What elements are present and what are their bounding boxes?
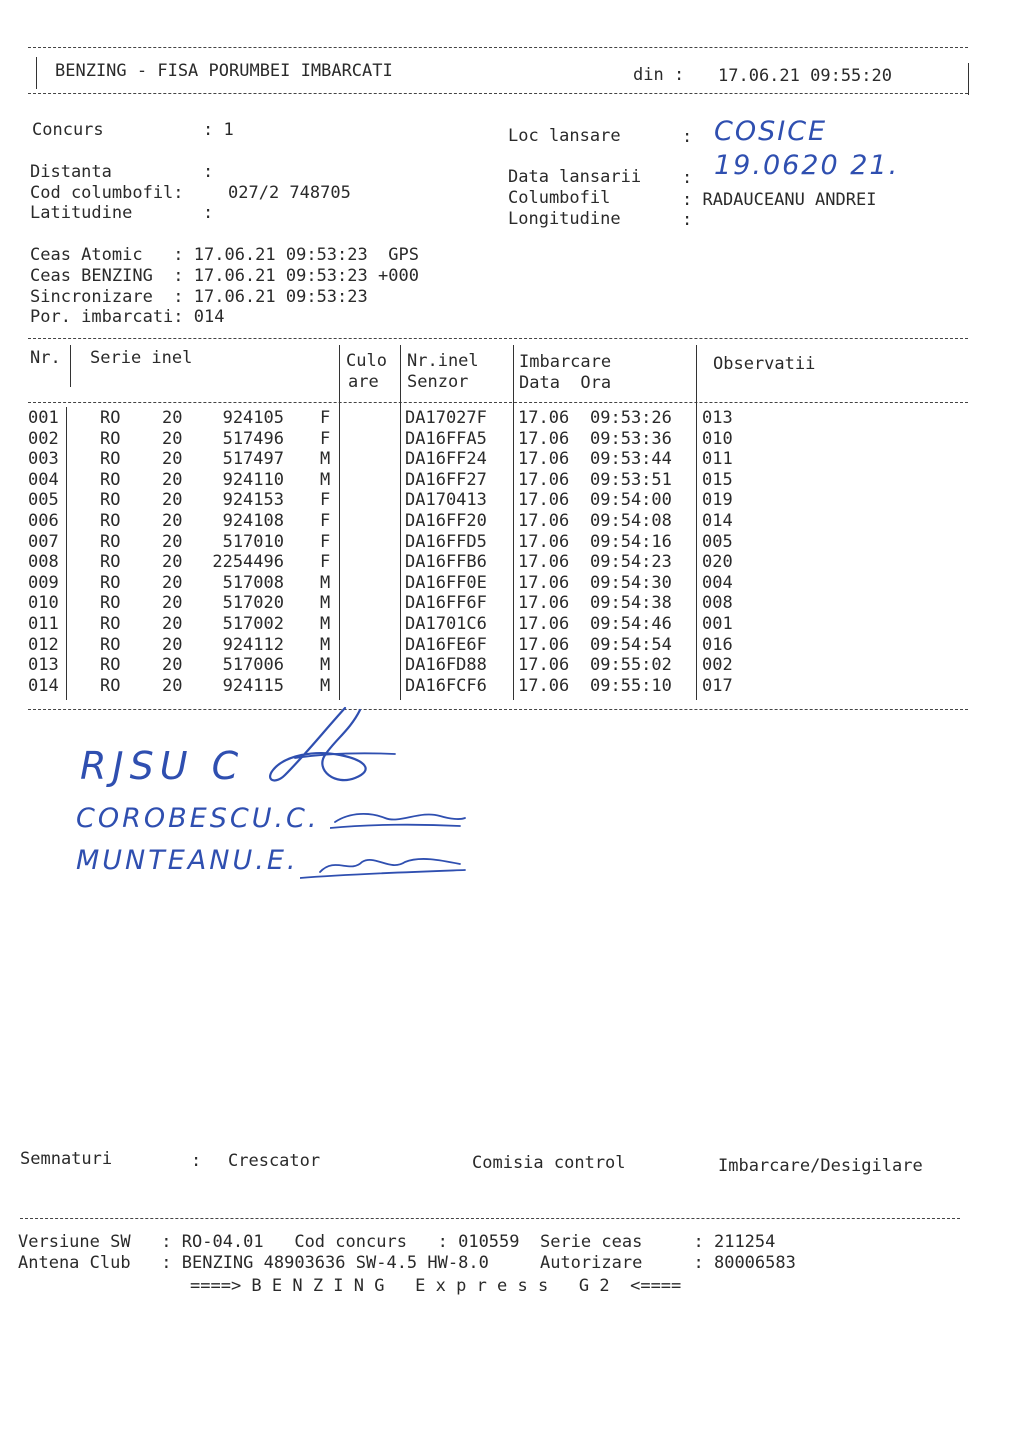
- cell-obs: 020: [702, 552, 733, 573]
- table-row: [0, 552, 1024, 572]
- cod-columbofil-label: Cod columbofil:: [30, 183, 184, 203]
- cell-sensor: DA16FF27: [405, 469, 487, 490]
- cell-country: RO: [100, 469, 121, 490]
- table-row: [0, 408, 1024, 428]
- cell-sex: M: [320, 614, 331, 634]
- cell-ring: 517010: [222, 531, 284, 552]
- cell-obs: 002: [702, 655, 733, 676]
- cell-obs: 015: [702, 469, 733, 490]
- table-col-divider: [70, 345, 71, 387]
- cell-time: 09:53:44: [590, 449, 672, 470]
- cell-nr: 006: [28, 511, 59, 531]
- cell-ring: 924153: [222, 490, 284, 511]
- cell-ring: 517497: [222, 449, 284, 470]
- cell-sensor: DA16FF6F: [405, 593, 487, 614]
- cell-nr: 007: [28, 531, 59, 552]
- cell-date: 17.06: [518, 572, 570, 593]
- col-header-imbarcare-2: Data Ora: [519, 373, 612, 393]
- cell-year: 20: [162, 408, 183, 428]
- cell-year: 20: [162, 552, 183, 573]
- cell-sensor: DA16FFB6: [405, 552, 487, 573]
- cell-year: 20: [162, 572, 183, 593]
- loc-lansare-label: Loc lansare: [508, 126, 621, 146]
- col-header-nrinel-1: Nr.inel: [407, 351, 479, 371]
- cell-time: 09:53:51: [590, 469, 672, 490]
- table-row: [0, 429, 1024, 449]
- header-left-border: [36, 57, 37, 89]
- cell-nr: 005: [28, 490, 59, 511]
- cell-time: 09:54:08: [590, 511, 672, 531]
- longitudine-value: :: [682, 210, 693, 230]
- cell-time: 09:54:16: [590, 531, 672, 552]
- ceas-atomic-line: Ceas Atomic : 17.06.21 09:53:23 GPS: [30, 245, 419, 265]
- cell-obs: 001: [702, 614, 733, 634]
- col-header-imbarcare-1: Imbarcare: [519, 352, 612, 372]
- table-row: [0, 573, 1024, 593]
- cell-year: 20: [162, 675, 183, 696]
- cell-year: 20: [162, 593, 183, 614]
- cell-sensor: DA16FF20: [405, 511, 487, 531]
- header-top-rule: [28, 47, 968, 48]
- cell-country: RO: [100, 490, 121, 511]
- cell-sex: F: [320, 511, 331, 531]
- col-header-observatii: Observatii: [713, 354, 816, 374]
- printed-datetime: 17.06.21 09:55:20: [718, 66, 892, 86]
- cell-time: 09:54:30: [590, 572, 672, 593]
- distanta-value: :: [203, 162, 214, 182]
- cell-year: 20: [162, 469, 183, 490]
- cell-year: 20: [162, 428, 183, 449]
- cell-date: 17.06: [518, 531, 570, 552]
- table-row: [0, 490, 1024, 510]
- cell-year: 20: [162, 634, 183, 655]
- cell-country: RO: [100, 593, 121, 614]
- cell-obs: 004: [702, 572, 733, 593]
- cell-year: 20: [162, 449, 183, 470]
- cell-obs: 016: [702, 634, 733, 655]
- handwritten-name-2: COROBESCU.C.: [76, 803, 320, 834]
- cell-date: 17.06: [518, 655, 570, 676]
- footer-version-line: Versiune SW : RO-04.01 Cod concurs : 010559 Serie ceas : 211254: [18, 1232, 776, 1252]
- cell-date: 17.06: [518, 675, 570, 696]
- cell-time: 09:53:26: [590, 408, 672, 428]
- cell-obs: 013: [702, 408, 733, 428]
- cell-date: 17.06: [518, 428, 570, 449]
- columbofil-label: Columbofil: [508, 188, 611, 208]
- cell-date: 17.06: [518, 593, 570, 614]
- cell-sensor: DA170413: [405, 490, 487, 511]
- cell-year: 20: [162, 490, 183, 511]
- cell-ring: 2254496: [212, 552, 284, 573]
- concurs-label: Concurs: [32, 120, 104, 140]
- handwritten-scribble-2: [300, 850, 470, 884]
- table-row: [0, 635, 1024, 655]
- table-row: [0, 614, 1024, 634]
- col-header-culoare-2: are: [348, 372, 379, 392]
- cell-time: 09:54:46: [590, 614, 672, 634]
- latitudine-label: Latitudine: [30, 203, 133, 223]
- data-lansarii-label: Data lansarii: [508, 167, 642, 187]
- cell-sensor: DA16FF24: [405, 449, 487, 470]
- cell-year: 20: [162, 531, 183, 552]
- data-lansarii-sep: :: [682, 168, 693, 188]
- cell-ring: 517496: [222, 428, 284, 449]
- cell-obs: 019: [702, 490, 733, 511]
- cell-sex: M: [320, 469, 331, 490]
- document-title: BENZING - FISA PORUMBEI IMBARCATI: [55, 61, 393, 81]
- cell-sex: M: [320, 634, 331, 655]
- crescator-label: Crescator: [228, 1151, 321, 1171]
- table-row: [0, 470, 1024, 490]
- cell-date: 17.06: [518, 552, 570, 573]
- cell-time: 09:55:02: [590, 655, 672, 676]
- cell-obs: 011: [702, 449, 733, 470]
- ceas-benzing-line: Ceas BENZING : 17.06.21 09:53:23 +000: [30, 266, 419, 286]
- cell-ring: 924108: [222, 511, 284, 531]
- cell-nr: 013: [28, 655, 59, 676]
- cell-sensor: DA16FCF6: [405, 675, 487, 696]
- cell-nr: 014: [28, 675, 59, 696]
- cell-sensor: DA16FFD5: [405, 531, 487, 552]
- cell-nr: 009: [28, 572, 59, 593]
- cell-ring: 517002: [222, 614, 284, 634]
- cell-sex: F: [320, 490, 331, 511]
- cell-nr: 001: [28, 408, 59, 428]
- header-right-border: [968, 63, 969, 95]
- loc-lansare-sep: :: [682, 127, 693, 147]
- cell-date: 17.06: [518, 614, 570, 634]
- cell-country: RO: [100, 675, 121, 696]
- distanta-label: Distanta: [30, 162, 112, 182]
- cell-time: 09:54:38: [590, 593, 672, 614]
- table-row: [0, 532, 1024, 552]
- cell-sensor: DA17027F: [405, 408, 487, 428]
- cell-sex: M: [320, 449, 331, 470]
- cell-country: RO: [100, 531, 121, 552]
- cell-ring: 517006: [222, 655, 284, 676]
- cell-nr: 011: [28, 614, 59, 634]
- header-bottom-rule: [28, 93, 968, 94]
- latitudine-value: :: [203, 203, 214, 223]
- cell-country: RO: [100, 634, 121, 655]
- cell-nr: 002: [28, 428, 59, 449]
- table-bottom-rule: [28, 709, 968, 710]
- cell-sensor: DA16FE6F: [405, 634, 487, 655]
- concurs-value: : 1: [203, 120, 234, 140]
- cell-nr: 012: [28, 634, 59, 655]
- cell-country: RO: [100, 552, 121, 573]
- cell-ring: 924112: [222, 634, 284, 655]
- loc-lansare-handwritten: COSICE: [714, 116, 828, 147]
- footer-antenna-line: Antena Club : BENZING 48903636 SW-4.5 HW-8.0 Autorizare : 80006583: [18, 1253, 796, 1273]
- cell-nr: 003: [28, 449, 59, 470]
- cell-nr: 004: [28, 469, 59, 490]
- table-top-rule: [28, 338, 968, 339]
- cell-sensor: DA1701C6: [405, 614, 487, 634]
- cell-country: RO: [100, 428, 121, 449]
- cell-country: RO: [100, 511, 121, 531]
- handwritten-name-3: MUNTEANU.E.: [76, 845, 299, 876]
- cell-time: 09:53:36: [590, 428, 672, 449]
- table-row: [0, 593, 1024, 613]
- cell-date: 17.06: [518, 449, 570, 470]
- sincronizare-line: Sincronizare : 17.06.21 09:53:23: [30, 287, 368, 307]
- cell-nr: 010: [28, 593, 59, 614]
- imbarcare-desigilare-label: Imbarcare/Desigilare: [718, 1156, 923, 1176]
- comisia-control-label: Comisia control: [472, 1153, 626, 1173]
- din-label: din :: [633, 65, 685, 85]
- table-header-rule: [28, 402, 968, 403]
- cell-date: 17.06: [518, 490, 570, 511]
- cell-obs: 010: [702, 428, 733, 449]
- cell-ring: 517020: [222, 593, 284, 614]
- cell-date: 17.06: [518, 469, 570, 490]
- semnaturi-sep: :: [191, 1151, 202, 1171]
- cell-ring: 924115: [222, 675, 284, 696]
- table-row: [0, 676, 1024, 696]
- cell-nr: 008: [28, 552, 59, 573]
- footer-rule: [20, 1218, 960, 1219]
- handwritten-signature-mark: [255, 700, 405, 795]
- cell-country: RO: [100, 614, 121, 634]
- cell-obs: 005: [702, 531, 733, 552]
- handwritten-scribble-1: [330, 804, 470, 834]
- table-row: [0, 449, 1024, 469]
- columbofil-value: : RADAUCEANU ANDREI: [682, 190, 877, 210]
- cell-sex: M: [320, 593, 331, 614]
- cell-year: 20: [162, 655, 183, 676]
- porumbei-imbarcati-line: Por. imbarcati: 014: [30, 307, 225, 327]
- cell-time: 09:55:10: [590, 675, 672, 696]
- cell-sex: F: [320, 408, 331, 428]
- cell-sex: M: [320, 675, 331, 696]
- semnaturi-label: Semnaturi: [20, 1149, 113, 1169]
- table-row: [0, 655, 1024, 675]
- cell-date: 17.06: [518, 408, 570, 428]
- handwritten-name-1: RJSU C: [80, 744, 245, 788]
- cell-year: 20: [162, 511, 183, 531]
- cell-sensor: DA16FF0E: [405, 572, 487, 593]
- col-header-serie: Serie inel: [90, 348, 193, 368]
- cell-year: 20: [162, 614, 183, 634]
- col-header-nr: Nr.: [30, 348, 61, 368]
- cell-obs: 017: [702, 675, 733, 696]
- cell-country: RO: [100, 655, 121, 676]
- cell-sex: F: [320, 531, 331, 552]
- data-lansarii-handwritten: 19.0620 21.: [714, 150, 900, 181]
- cell-time: 09:54:23: [590, 552, 672, 573]
- cell-time: 09:54:00: [590, 490, 672, 511]
- cell-ring: 924105: [222, 408, 284, 428]
- cell-date: 17.06: [518, 634, 570, 655]
- longitudine-label: Longitudine: [508, 209, 621, 229]
- cell-sex: F: [320, 552, 331, 573]
- cell-sex: F: [320, 428, 331, 449]
- table-row: [0, 511, 1024, 531]
- col-header-culoare-1: Culo: [346, 351, 387, 371]
- col-header-nrinel-2: Senzor: [407, 372, 469, 392]
- cell-time: 09:54:54: [590, 634, 672, 655]
- cell-obs: 008: [702, 593, 733, 614]
- cell-sensor: DA16FFA5: [405, 428, 487, 449]
- cell-country: RO: [100, 408, 121, 428]
- cell-obs: 014: [702, 511, 733, 531]
- cell-country: RO: [100, 572, 121, 593]
- cod-columbofil-value: 027/2 748705: [228, 183, 351, 203]
- cell-sex: M: [320, 655, 331, 676]
- cell-ring: 924110: [222, 469, 284, 490]
- cell-sex: M: [320, 572, 331, 593]
- footer-brand-line: ====> B E N Z I N G E x p r e s s G 2 <====: [190, 1276, 682, 1296]
- cell-country: RO: [100, 449, 121, 470]
- cell-sensor: DA16FD88: [405, 655, 487, 676]
- cell-date: 17.06: [518, 511, 570, 531]
- cell-ring: 517008: [222, 572, 284, 593]
